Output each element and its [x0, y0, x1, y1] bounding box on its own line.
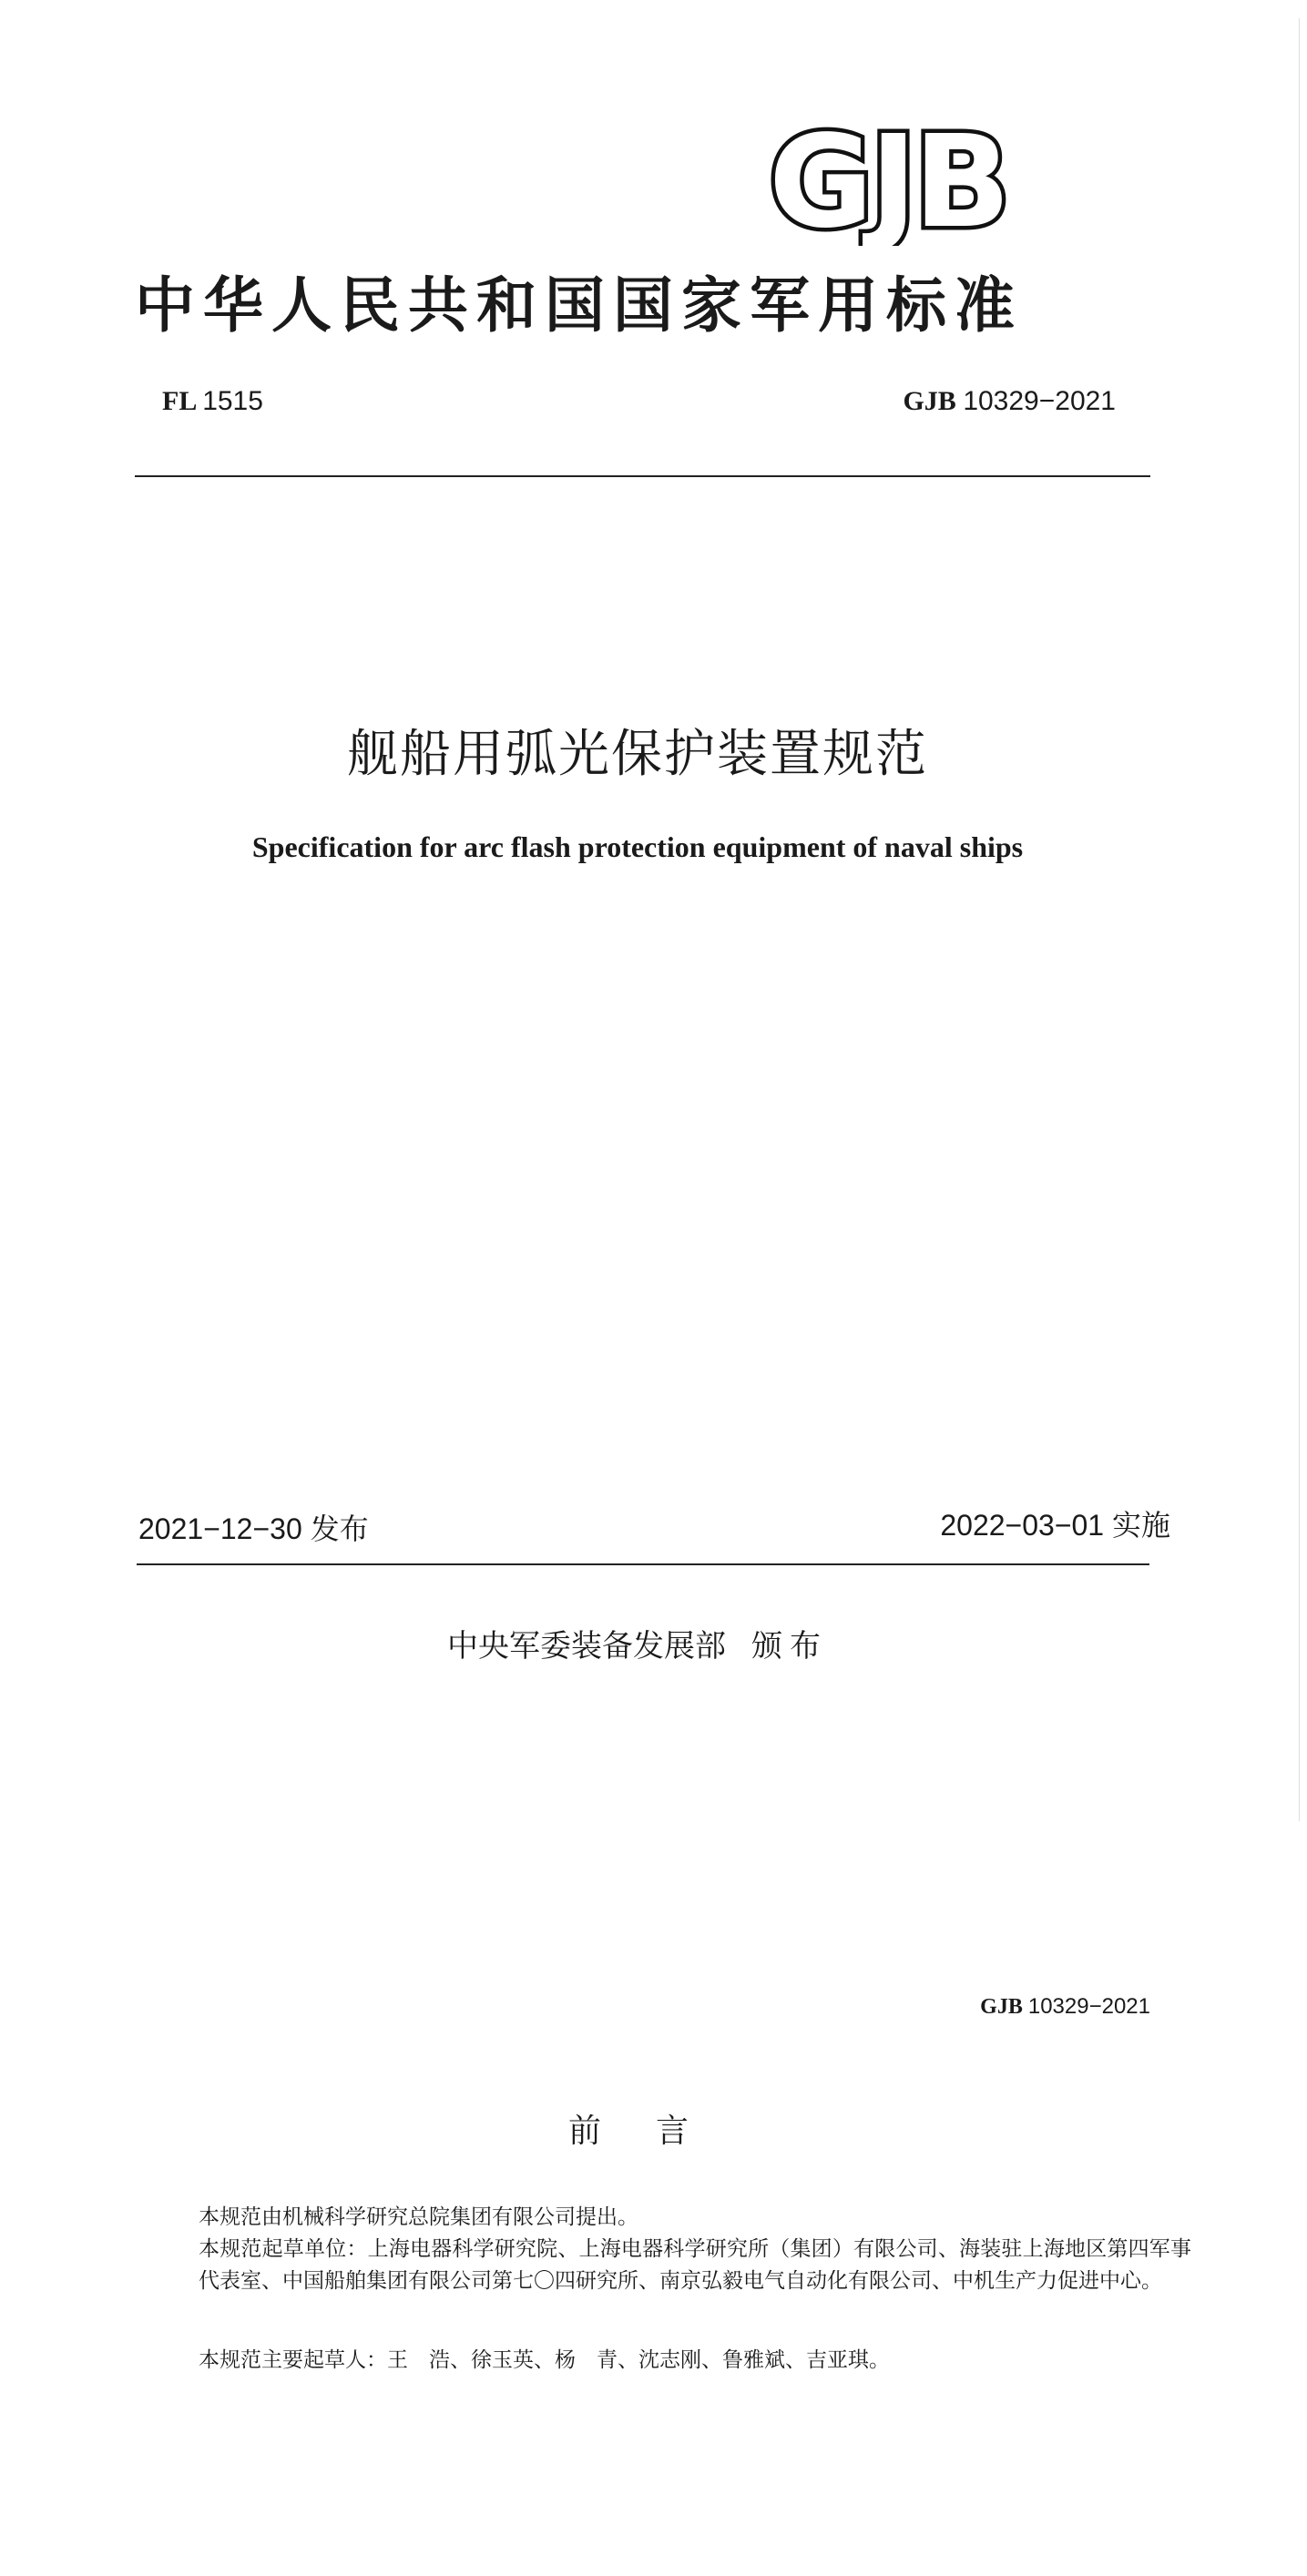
foreword-paragraph: 本规范主要起草人：王 浩、徐玉英、杨 青、沈志刚、鲁雅斌、吉亚琪。 — [199, 2348, 890, 2372]
foreword-title: 前言 — [567, 2113, 743, 2150]
issuer-verb: 颁布 — [751, 1628, 828, 1665]
publish-date: 2021−12−30 发布 — [138, 1512, 369, 1545]
english-title: Specification for arc flash protection equipment of naval ships — [251, 830, 1024, 863]
implementation-date: 2022−03−01 实施 — [940, 1509, 1170, 1542]
issuer-organization: 中央军委装备发展部 — [447, 1628, 726, 1665]
classification-number: 1515 — [202, 386, 263, 416]
standard-number: 10329−2021 — [963, 386, 1116, 416]
standard-code — [903, 386, 1116, 417]
classification-prefix: FL — [162, 386, 196, 416]
header-divider — [135, 475, 1150, 477]
chinese-title: 舰船用弧光保护装置规范 — [347, 725, 928, 784]
foreword-paragraph: 本规范由机械科学研究总院集团有限公司提出。 — [199, 2205, 638, 2229]
page-edge-line — [1299, 18, 1307, 1821]
running-header-number: 10329−2021 — [1027, 1994, 1150, 2019]
running-header-prefix: GJB — [980, 1995, 1023, 2019]
classification-code — [162, 386, 263, 417]
standard-type-title: 中华人民共和国国家军用标准 — [135, 270, 1023, 341]
foreword-paragraph: 本规范起草单位：上海电器科学研究院、上海电器科学研究所（集团）有限公司、海装驻上海地区第四军事代表室、中国船舶集团有限公司第七〇四研究所、南京弘毅电气自动化有限公司、中机生产力促进中心。 — [199, 2237, 1191, 2293]
running-header — [980, 1994, 1150, 2020]
footer-divider — [137, 1563, 1149, 1565]
gjb-logo-text: GJB — [769, 109, 1007, 246]
issuing-authority — [0, 1621, 1275, 1665]
gjb-logo — [765, 109, 1111, 246]
standard-prefix: GJB — [903, 386, 956, 416]
